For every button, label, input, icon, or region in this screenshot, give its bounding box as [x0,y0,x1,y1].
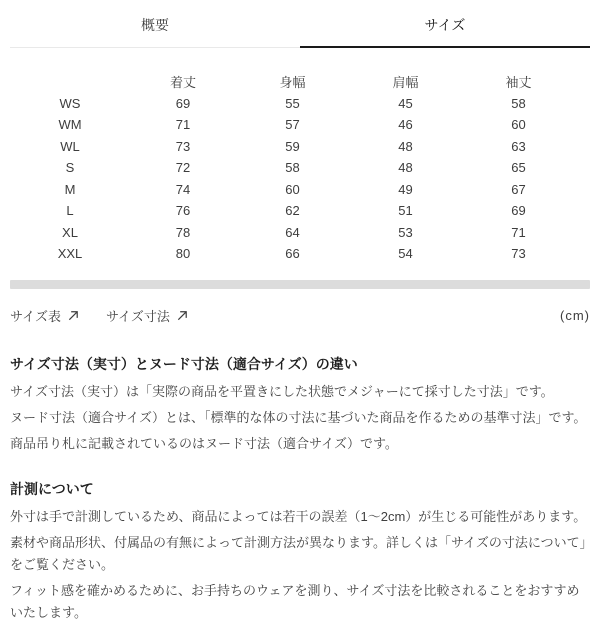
measurement-cell: 73 [511,246,526,262]
column-header: 身幅 [279,75,306,91]
measurement-cell: 67 [511,181,526,197]
table-row [10,200,590,222]
size-label: XL [62,224,78,240]
table-row [10,157,590,179]
size-label: M [64,181,76,197]
table-header-row [10,71,590,93]
size-label: WL [60,138,80,154]
size-measure-link[interactable] [106,306,189,325]
measurement-cell: 63 [511,138,526,154]
measurement-cell: 46 [398,117,413,133]
measurement-cell: 62 [285,203,300,219]
unit-label: (cm) [560,307,590,323]
column-header: 着丈 [169,75,196,91]
measurement-cell: 65 [511,160,526,176]
measurement-cell: 48 [398,160,413,176]
info-sections [10,354,590,624]
measurement-cell: 69 [511,203,526,219]
link-label: サイズ表 [10,308,61,324]
measurement-cell: 66 [285,246,300,262]
measurement-cell: 64 [285,224,300,240]
measurement-cell: 69 [175,95,191,111]
table-row [10,136,590,158]
section-paragraph: 外寸は手で計測しているため、商品によっては若干の誤差（1～2cm）が生じる可能性があります。 [10,508,587,524]
section-paragraph: 商品吊り札に記載されているのはヌード寸法（適合サイズ）です。 [10,435,398,451]
measurement-cell: 59 [285,138,300,154]
measurement-cell: 57 [285,117,300,133]
measurement-cell: 76 [175,203,191,219]
tab-bar [10,0,590,48]
size-label: WS [59,95,81,111]
table-row [10,93,590,115]
measurement-cell: 74 [175,181,191,197]
size-label: S [65,160,75,176]
size-chart-link[interactable] [10,306,80,325]
measurement-cell: 72 [175,160,191,176]
column-header: 肩幅 [392,75,419,91]
tab-overview[interactable]: 概要 [10,0,300,48]
measurement-cell: 71 [175,117,191,133]
measurement-cell: 51 [398,203,413,219]
measurement-cell: 58 [511,95,526,111]
table-row [10,179,590,201]
measurement-cell: 78 [175,224,191,240]
measurement-cell: 55 [285,95,300,111]
measurement-cell: 49 [398,181,413,197]
measurement-cell: 54 [398,246,413,262]
measurement-cell: 73 [175,138,191,154]
section-measurement [10,479,590,624]
measurement-cell: 71 [511,224,526,240]
tab-size[interactable]: サイズ [300,0,590,48]
size-label: L [66,203,74,219]
section-size-vs-nude [10,354,590,455]
section-paragraph: ヌード寸法（適合サイズ）とは、「標準的な体の寸法に基づいた商品を作るための基準寸法」です。 [10,409,587,425]
external-link-arrow-icon [67,309,80,322]
external-link-arrow-icon [176,309,189,322]
size-table [10,71,590,265]
links-row [10,306,590,325]
measurement-cell: 80 [175,246,191,262]
measurement-cell: 60 [285,181,300,197]
table-row [10,243,590,265]
measurement-cell: 48 [398,138,413,154]
table-row [10,114,590,136]
size-label: WM [58,117,82,133]
measurement-cell: 60 [511,117,526,133]
section-paragraph: サイズ寸法（実寸）は「実際の商品を平置きにした状態でメジャーにて採寸した寸法」です。 [10,383,554,399]
links-container [10,306,215,325]
size-label: XXL [57,246,83,262]
section-heading: 計測について [10,480,94,497]
section-paragraph: 素材や商品形状、付属品の有無によって計測方法が異なります。詳しくは「サイズの寸法について」をご覧ください。 [10,534,587,572]
section-paragraph: フィット感を確かめるために、お手持ちのウェアを測り、サイズ寸法を比較されることをおすすめいたします。 [10,582,580,620]
column-header: 袖丈 [505,75,532,91]
link-label: サイズ寸法 [105,308,170,324]
table-row [10,222,590,244]
section-heading: サイズ寸法（実寸）とヌード寸法（適合サイズ）の違い [10,355,358,372]
horizontal-scrollbar[interactable] [10,280,590,289]
measurement-cell: 53 [398,224,413,240]
measurement-cell: 58 [285,160,300,176]
measurement-cell: 45 [398,95,413,111]
